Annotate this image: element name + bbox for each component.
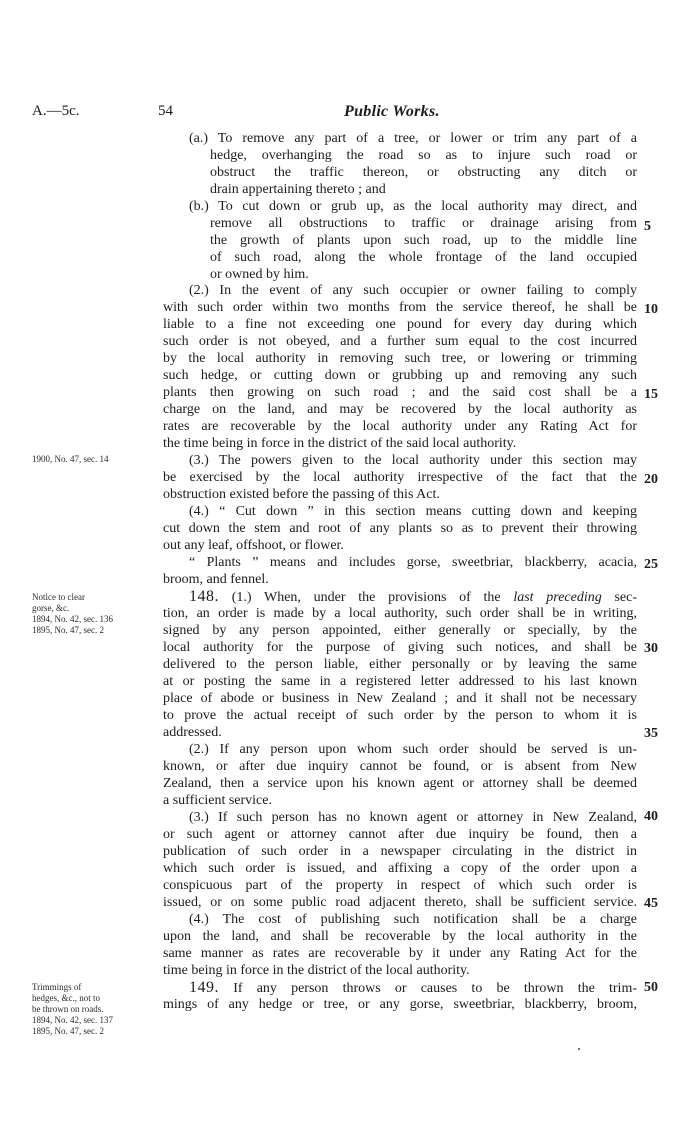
text-line: obstruction existed before the passing of this Act. <box>163 487 440 502</box>
section-number: 149. <box>189 979 219 996</box>
section-number: 148. <box>189 588 219 605</box>
text-line: (4.) The cost of publishing such notification shall be a charge <box>189 912 637 927</box>
margin-note-line: gorse, &c. <box>32 603 70 613</box>
text-line: of such road, along the whole frontage of the land occupied <box>210 250 637 265</box>
print-speck <box>578 1048 580 1050</box>
text-line: to prove the actual receipt of such order by the person to whom it is <box>163 708 637 723</box>
text-line: place of abode or business in New Zealand ; and it shall not be necessary <box>163 691 637 706</box>
section-148-heading-line <box>189 588 637 605</box>
margin-note-line: 1894, No. 42, sec. 137 <box>32 1015 113 1025</box>
text-line: with such order within two months from the service thereof, he shall be <box>163 300 637 315</box>
text-line: such hedge, or cutting down or grubbing up and removing any such <box>163 368 637 383</box>
line-number: 10 <box>644 302 658 317</box>
text-line: time being in force in the district of the local authority. <box>163 963 470 978</box>
text-line: rates are recoverable by the local authority under any Rating Act for <box>163 419 637 434</box>
text-line: (3.) The powers given to the local authority under this section may <box>189 453 637 468</box>
margin-note-line: hedges, &c., not to <box>32 993 100 1003</box>
text-line: be exercised by the local authority irrespective of the fact that the <box>163 470 637 485</box>
text-line: (4.) “ Cut down ” in this section means cutting down and keeping <box>189 504 637 519</box>
line-number: 40 <box>644 809 658 824</box>
margin-note-1900 <box>32 454 109 465</box>
text-line: addressed. <box>163 725 222 740</box>
text-line: drain appertaining thereto ; and <box>210 182 386 197</box>
line-number: 15 <box>644 387 658 402</box>
text-line: the growth of plants upon such road, up to the middle line <box>210 233 637 248</box>
text-line: (b.) To cut down or grub up, as the local authority may direct, and <box>189 199 637 214</box>
line-number: 5 <box>644 219 651 234</box>
text-line: delivered to the person liable, either personally or by leaving the same <box>163 657 637 672</box>
text-line: at or posting the same in a registered letter addressed to his last known <box>163 674 637 689</box>
text-line: (2.) In the event of any such occupier or owner failing to comply <box>189 283 637 298</box>
text-line: “ Plants ” means and includes gorse, sweetbriar, blackberry, acacia, <box>189 555 637 570</box>
text-line: remove all obstructions to traffic or drainage arising from <box>210 216 637 231</box>
line-number: 20 <box>644 472 658 487</box>
text-line: or owned by him. <box>210 267 309 282</box>
margin-note-line: 1894, No. 42, sec. 136 <box>32 614 113 624</box>
text-line: Zealand, then a service upon his known agent or attorney shall be deemed <box>163 776 637 791</box>
text-line: charge on the land, and may be recovered by the local authority as <box>163 402 637 417</box>
line-number: 30 <box>644 641 658 656</box>
line-number: 35 <box>644 726 658 741</box>
text-line: tion, an order is made by a local authority, such order shall be in writing, <box>163 606 637 621</box>
text-line: mings of any hedge or tree, or any gorse, sweetbriar, blackberry, broom, <box>163 997 637 1012</box>
text-line: hedge, overhanging the road so as to injure such road or <box>210 148 637 163</box>
text-line: publication of such order in a newspaper circulating in the district in <box>163 844 637 859</box>
line-number: 50 <box>644 980 658 995</box>
text-line: liable to a fine not exceeding one pound for every day during which <box>163 317 637 332</box>
margin-note-line: 1895, No. 47, sec. 2 <box>32 625 104 635</box>
text-line: broom, and fennel. <box>163 572 269 587</box>
margin-note-line: be thrown on roads. <box>32 1004 104 1014</box>
text-line: obstruct the traffic thereon, or obstructing any ditch or <box>210 165 637 180</box>
section-text: If any person throws or causes to be thrown the trim- <box>233 981 637 996</box>
text-line: same manner as rates are recoverable by it under any Rating Act for the <box>163 946 637 961</box>
line-number: 25 <box>644 557 658 572</box>
section-149-heading-line <box>189 979 637 996</box>
text-line: issued, or on some public road adjacent thereto, shall be sufficient service. <box>163 895 637 910</box>
section-text: sec- <box>614 590 637 605</box>
cross-reference: last preceding <box>513 590 602 605</box>
text-line: out any leaf, offshoot, or flower. <box>163 538 344 553</box>
text-line: a sufficient service. <box>163 793 272 808</box>
text-line: (a.) To remove any part of a tree, or lower or trim any part of a <box>189 131 637 146</box>
margin-note-line: Trimmings of <box>32 982 82 992</box>
text-line: conspicuous part of the property in respect of which such order is <box>163 878 637 893</box>
text-line: by the local authority in removing such tree, or lowering or trimming <box>163 351 637 366</box>
running-header-left: A.—5c. <box>32 103 80 119</box>
text-line: signed by any person appointed, either generally or specially, by the <box>163 623 637 638</box>
text-line: which such order is issued, and affixing a copy of the order upon a <box>163 861 637 876</box>
text-line: cut down the stem and root of any plants so as to prevent their throwing <box>163 521 637 536</box>
line-number: 45 <box>644 896 658 911</box>
page-number: 54 <box>158 103 173 119</box>
running-title: Public Works. <box>344 103 440 120</box>
margin-note-line: Notice to clear <box>32 592 85 602</box>
text-line: upon the land, and shall be recoverable by the local authority in the <box>163 929 637 944</box>
text-line: such order is not obeyed, and a further sum equal to the cost incurred <box>163 334 637 349</box>
text-line: known, or after due inquiry cannot be found, or is absent from New <box>163 759 637 774</box>
text-line: (3.) If such person has no known agent or attorney in New Zealand, <box>189 810 637 825</box>
margin-note-line: 1900, No. 47, sec. 14 <box>32 454 109 464</box>
margin-note-line: 1895, No. 47, sec. 2 <box>32 1026 104 1036</box>
text-line: plants then growing on such road ; and the said cost shall be a <box>163 385 637 400</box>
margin-note-notice-to-clear <box>32 592 113 636</box>
text-line: or such agent or attorney cannot after due inquiry be found, then a <box>163 827 637 842</box>
text-line: local authority for the purpose of giving such notices, and shall be <box>163 640 637 655</box>
text-line: (2.) If any person upon whom such order should be served is un- <box>189 742 637 757</box>
section-text: (1.) When, under the provisions of the <box>231 590 514 605</box>
text-line: the time being in force in the district of the said local authority. <box>163 436 517 451</box>
margin-note-trimmings <box>32 982 113 1037</box>
